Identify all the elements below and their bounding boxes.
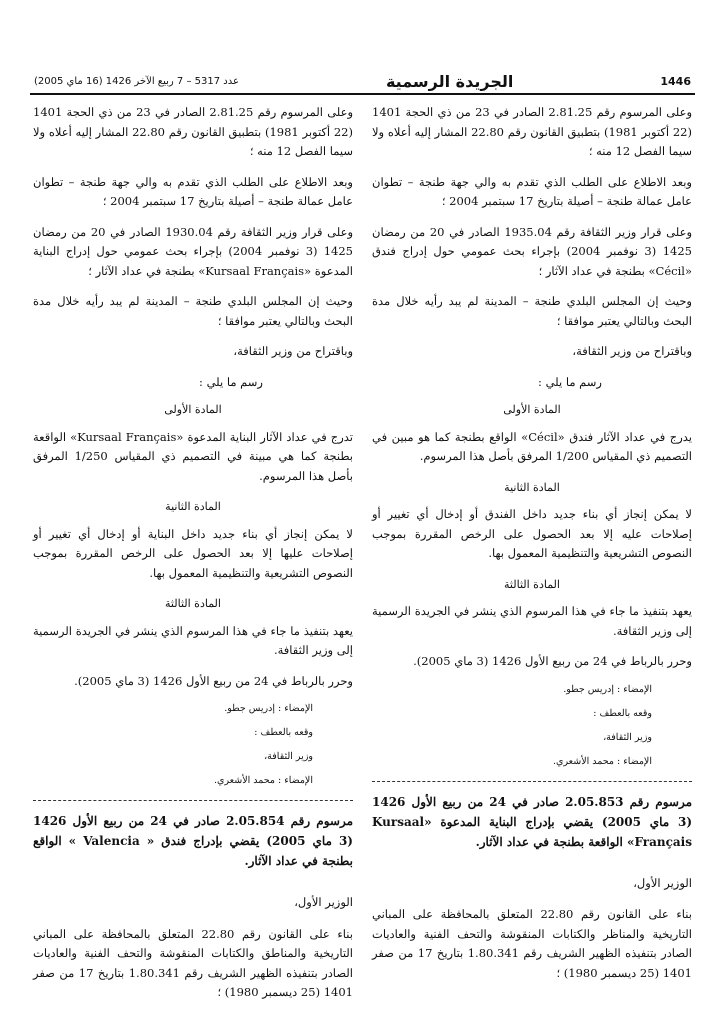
left-column	[33, 103, 353, 1003]
article-3-text: يعهد بتنفيذ ما جاء في هذا المرسوم الذي ينشر في الجريدة الرسمية إلى وزير الثقافة.	[33, 623, 353, 657]
recital-law-22-80: بناء على القانون رقم 22.80 المتعلق بالمحافظة على المباني التاريخية والمناطق والكتابات المنقوشة والتحف الفنية والعاديات الصادر بتنفيذه الظهير الشريف رقم 1.80.341 بتاريخ 17 من صفر 1401 (25 ديسمبر 1980) ؛	[33, 926, 353, 999]
recital-proposal: وباقتراح من وزير الثقافة،	[233, 344, 353, 358]
recital-law-22-80: بناء على القانون رقم 22.80 المتعلق بالمحافظة على المباني التاريخية والمناظر والكتابات المنقوشة والتحف الفنية والعاديات الصادر بتنفيذه الظهير الشريف رقم 1.80.341 بتاريخ 17 من صفر 1401 (25 ديسمبر 1980) ؛	[372, 907, 692, 980]
article-3-text: يعهد بتنفيذ ما جاء في هذا المرسوم الذي ينشر في الجريدة الرسمية إلى وزير الثقافة.	[372, 604, 692, 638]
recital-wali-request: وبعد الاطلاع على الطلب الذي تقدم به والي جهة طنجة – تطوان عامل عمالة طنجة – أصيلة بتاريخ 17 سبتمبر 2004 ؛	[372, 174, 692, 208]
minister-signature: الإمضاء : محمد الأشعري.	[213, 775, 313, 786]
article-2-heading: المادة الثانية	[504, 480, 560, 494]
minister-signature: الإمضاء : محمد الأشعري.	[552, 755, 652, 767]
pm-signature: الإمضاء : إدريس جطو.	[563, 683, 652, 695]
header-rule	[30, 93, 695, 95]
recital-wali-request: وبعد الاطلاع على الطلب الذي تقدم به والي جهة طنجة – تطوان عامل عمالة طنجة – أصيلة بتاريخ 17 سبتمبر 2004 ؛	[33, 174, 353, 208]
minister-title: وزير الثقافة،	[264, 751, 313, 762]
decree-title: مرسوم رقم 2.05.854 صادر في 24 من ربيع الأول 1426 (3 ماي 2005) يقضي بإدراج فندق « Valencia » الواقع بطنجة في عداد الآثار.	[33, 814, 353, 868]
recital-minister-order: وعلى قرار وزير الثقافة رقم 1935.04 الصادر في 20 من رمضان 1425 (3 نوفمبر 2004) بإجراء بحث عمومي حول إدراج فندق «Cécil» بطنجة في عداد الآثار ؛	[372, 224, 692, 278]
pm-signature: الإمضاء : إدريس جطو.	[224, 703, 313, 714]
article-2-text: لا يمكن إنجاز أي بناء جديد داخل الفندق أو إدخال أي تغيير أو إصلاحات عليه إلا بعد الحصول على الرخص المقررة بموجب النصوص التشريعية والتنظيمية المعمول بها.	[372, 507, 692, 560]
countersigned-label: وقعه بالعطف :	[593, 707, 652, 719]
recital-municipal-council: وحيث إن المجلس البلدي طنجة – المدينة لم يبد رأيه خلال مدة البحث وبالتالي يعتبر موافقا ؛	[372, 294, 692, 328]
decree-preamble: رسم ما يلي :	[538, 374, 602, 389]
article-2-heading: المادة الثانية	[165, 500, 221, 513]
countersigned-label: وقعه بالعطف :	[254, 727, 313, 738]
right-column	[372, 103, 692, 983]
section-divider	[33, 800, 353, 801]
article-1-text: يدرج في عداد الآثار فندق «Cécil» الواقع بطنجة كما هو مبين في التصميم ذي المقياس 1/200 المرفق بأصل هذا المرسوم.	[372, 429, 692, 463]
recital-minister-order: وعلى قرار وزير الثقافة رقم 1930.04 الصادر في 20 من رمضان 1425 (3 نوفمبر 2004) بإجراء بحث عمومي حول إدراج البناية المدعوة «Kursaal Français» بطنجة في عداد الآثار ؛	[33, 224, 353, 278]
article-3-heading: المادة الثالثة	[165, 597, 221, 610]
journal-title: الجريدة الرسمية	[385, 71, 514, 91]
page-number: 1446	[660, 74, 691, 88]
section-divider	[372, 781, 692, 782]
recital-decree-2-81-25: وعلى المرسوم رقم 2.81.25 الصادر في 23 من ذي الحجة 1401 (22 أكتوبر 1981) بتطبيق القانون رقم 22.80 المشار إليه أعلاه ولا سيما الفصل 12 منه ؛	[33, 105, 354, 158]
recital-municipal-council: وحيث إن المجلس البلدي طنجة – المدينة لم يبد رأيه خلال مدة البحث وبالتالي يعتبر موافقا ؛	[33, 294, 353, 328]
done-at-rabat: وحرر بالرباط في 24 من ربيع الأول 1426 (3 ماي 2005).	[413, 654, 692, 668]
article-1-heading: المادة الأولى	[503, 403, 561, 416]
prime-minister-heading: الوزير الأول،	[294, 895, 353, 909]
minister-title: وزير الثقافة،	[603, 731, 652, 743]
article-1-heading: المادة الأولى	[164, 403, 222, 416]
page-header	[34, 70, 691, 92]
decree-title: مرسوم رقم 2.05.853 صادر في 24 من ربيع الأول 1426 (3 ماي 2005) يقضي بإدراج البناية المدعوة «Kursaal Français» الواقعة بطنجة في عداد الآثار.	[372, 794, 692, 849]
issue-info: عدد 5317 – 7 ربيع الآخر 1426 (16 ماي 2005)	[34, 75, 239, 87]
article-1-text: تدرج في عداد الآثار البناية المدعوة «Kursaal Français» الواقعة بطنجة كما هي مبينة في التصميم ذي المقياس 1/250 المرفق بأصل هذا المرسوم.	[33, 429, 354, 483]
done-at-rabat: وحرر بالرباط في 24 من ربيع الأول 1426 (3 ماي 2005).	[74, 673, 353, 688]
article-3-heading: المادة الثالثة	[504, 577, 560, 591]
recital-decree-2-81-25: وعلى المرسوم رقم 2.81.25 الصادر في 23 من ذي الحجة 1401 (22 أكتوبر 1981) بتطبيق القانون رقم 22.80 المشار إليه أعلاه ولا سيما الفصل 12 منه ؛	[372, 105, 693, 158]
article-2-text: لا يمكن إنجاز أي بناء جديد داخل البناية أو إدخال أي تغيير أو إصلاحات عليها إلا بعد الحصول على الرخص المقررة بموجب النصوص التشريعية والتنظيمية المعمول بها.	[33, 526, 353, 580]
recital-proposal: وباقتراح من وزير الثقافة،	[572, 344, 692, 358]
decree-preamble: رسم ما يلي :	[199, 374, 263, 389]
prime-minister-heading: الوزير الأول،	[633, 875, 692, 890]
